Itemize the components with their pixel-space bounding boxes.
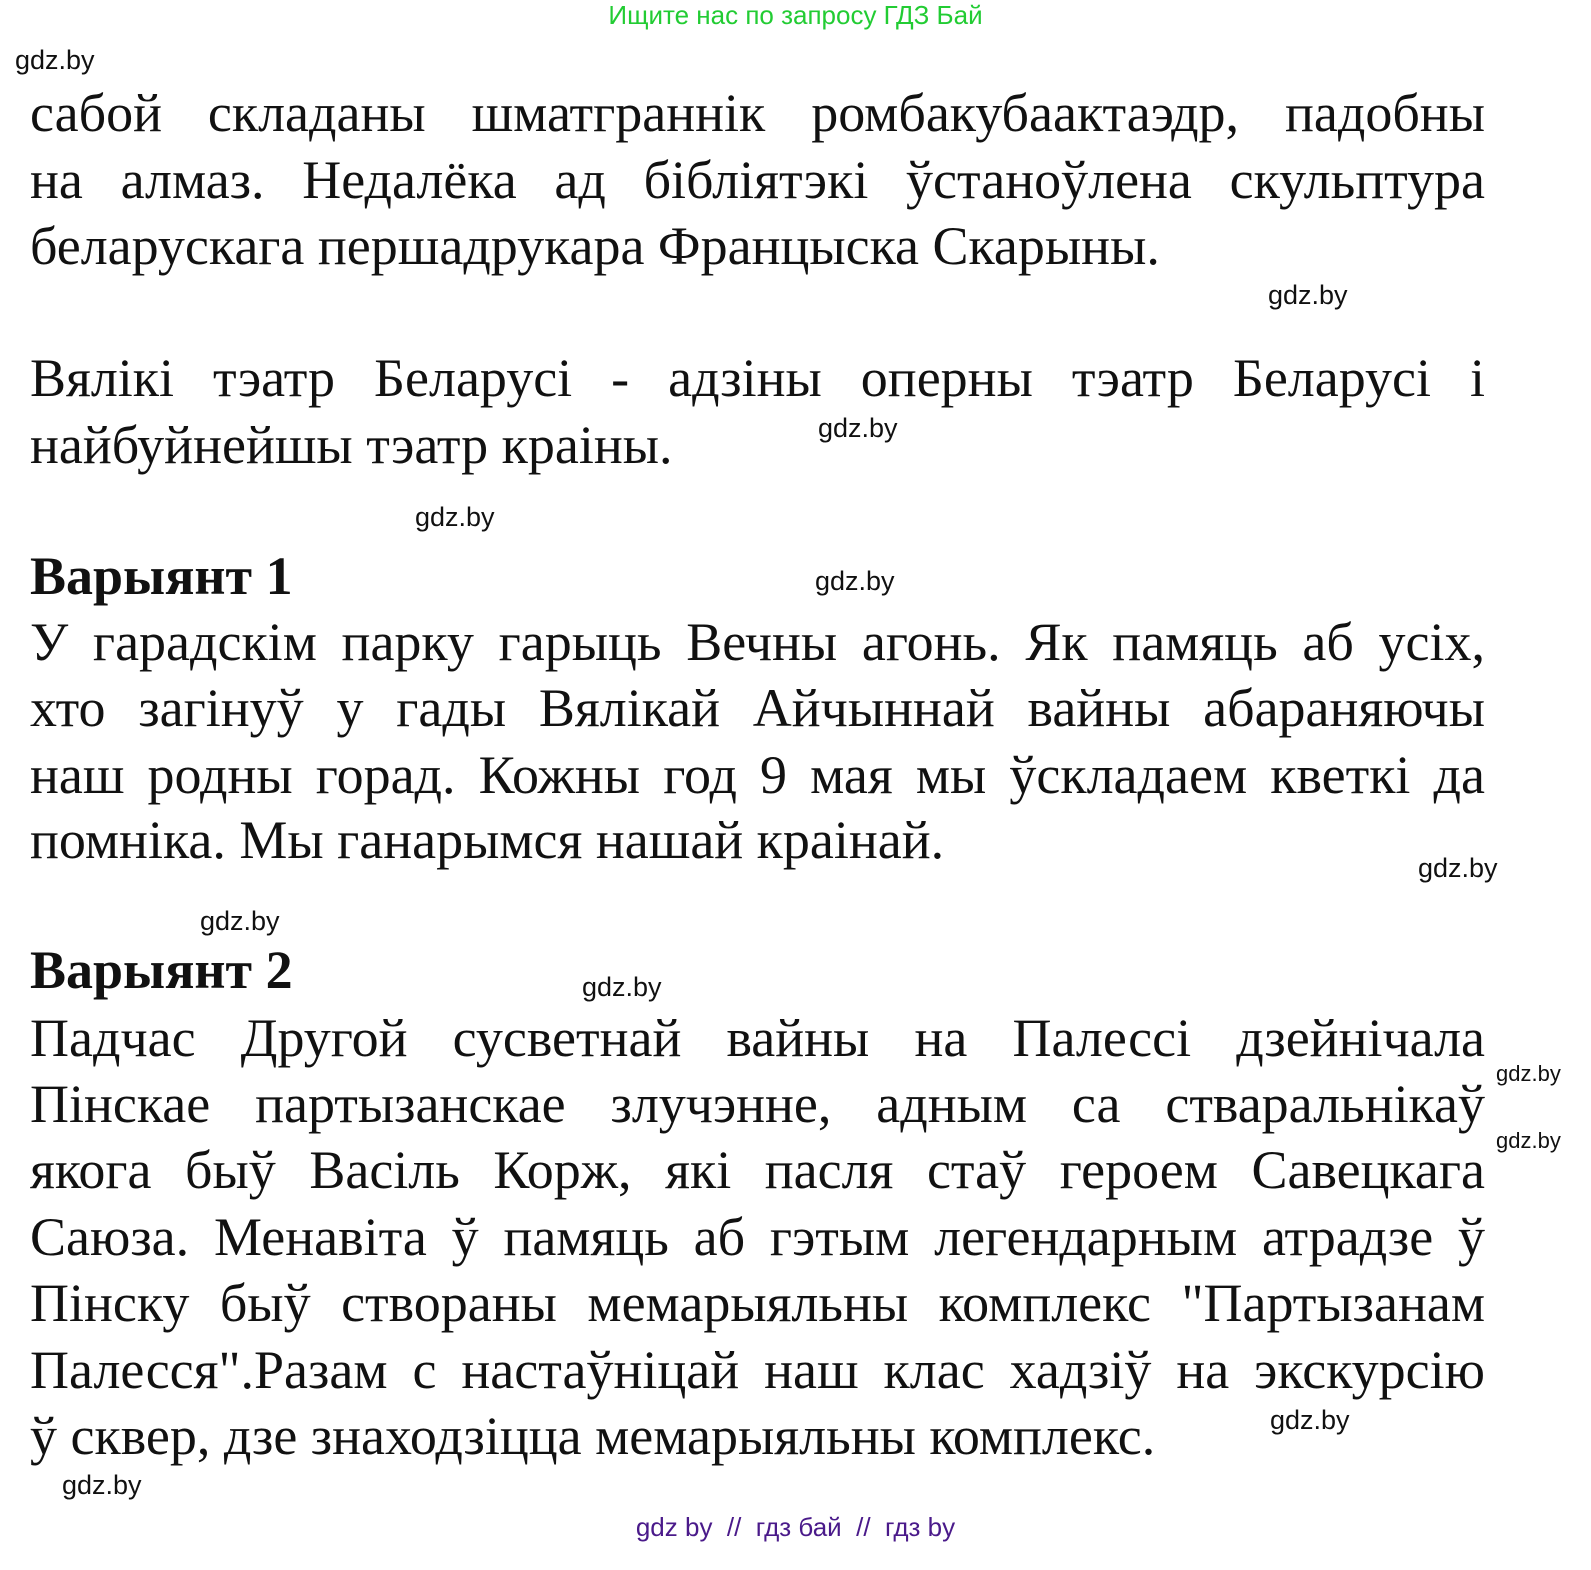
watermark: gdz.by bbox=[200, 906, 280, 936]
watermark: gdz.by bbox=[415, 502, 495, 532]
variant2-heading: Варыянт 2 bbox=[30, 940, 293, 1000]
text-line: Пінскае партызанскае злучэнне, адным са стваральнікаў bbox=[30, 1074, 1485, 1134]
watermark: gdz.by bbox=[582, 972, 662, 1002]
text-line: беларускага першадрукара Францыска Скарыны. bbox=[30, 216, 1160, 276]
text-line: якога быў Васіль Корж, які пасля стаў героем Савецкага bbox=[30, 1140, 1485, 1200]
text-line: сабой складаны шматграннік ромбакубаактаэдр, падобны bbox=[30, 83, 1485, 143]
watermark: gdz.by bbox=[15, 45, 95, 75]
text-line: Саюза. Менавіта ў памяць аб гэтым легендарным атрадзе ў bbox=[30, 1207, 1485, 1267]
text-line: помніка. Мы ганарымся нашай краінай. bbox=[30, 810, 945, 870]
text-line: У гарадскім парку гарыць Вечны агонь. Як памяць аб усіх, bbox=[30, 612, 1485, 672]
watermark: gdz.by bbox=[818, 413, 898, 443]
footer-banner: gdz by // гдз бай // гдз by bbox=[635, 1512, 956, 1542]
watermark: gdz.by bbox=[1270, 1405, 1350, 1435]
text-line: наш родны горад. Кожны год 9 мая мы ўскладаем кветкі да bbox=[30, 745, 1485, 805]
watermark: gdz.by bbox=[1268, 280, 1348, 310]
text-line: на алмаз. Недалёка ад бібліятэкі ўстаноўлена скульптура bbox=[30, 150, 1485, 210]
text-line: ў сквер, дзе знаходзіцца мемарыяльны комплекс. bbox=[30, 1406, 1156, 1466]
variant1-heading: Варыянт 1 bbox=[30, 546, 293, 606]
text-line: Вялікі тэатр Беларусі - адзіны оперны тэатр Беларусі і bbox=[30, 348, 1485, 408]
text-line: Падчас Другой сусветнай вайны на Палессі дзейнічала bbox=[30, 1008, 1485, 1068]
watermark: gdz.by bbox=[1496, 1128, 1561, 1153]
watermark: gdz.by bbox=[1496, 1061, 1561, 1086]
watermark: gdz.by bbox=[62, 1470, 142, 1500]
text-line: Палесся".Разам с настаўніцай наш клас хадзіў на экскурсію bbox=[30, 1340, 1485, 1400]
watermark: gdz.by bbox=[1418, 853, 1498, 883]
header-banner: Ищите нас по запросу ГДЗ Бай bbox=[608, 0, 983, 30]
watermark: gdz.by bbox=[815, 566, 895, 596]
text-line: Пінску быў створаны мемарыяльны комплекс "Партызанам bbox=[30, 1273, 1485, 1333]
text-line: хто загінуў у гады Вялікай Айчыннай вайны абараняючы bbox=[30, 678, 1485, 738]
text-line: найбуйнейшы тэатр краіны. bbox=[30, 415, 673, 475]
